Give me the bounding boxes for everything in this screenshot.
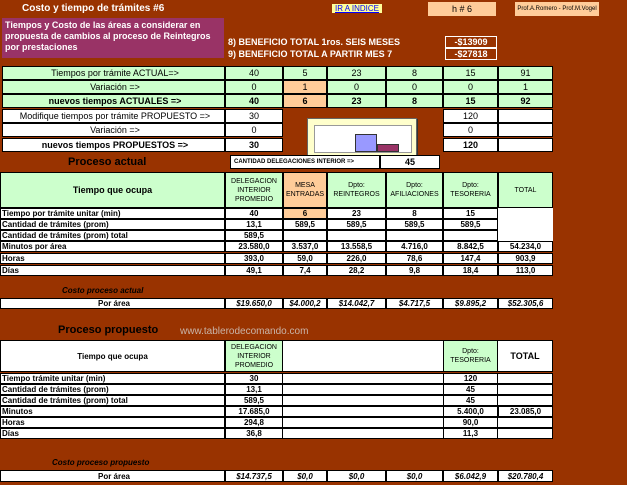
actual-cost-cell: $19.650,0 bbox=[225, 298, 283, 309]
actual-cell: 589,5 bbox=[225, 230, 283, 241]
chart-bar-2 bbox=[377, 144, 399, 152]
top-cell[interactable]: 0 bbox=[225, 80, 283, 94]
actual-cell: 6 bbox=[283, 208, 327, 219]
top-cell: 23 bbox=[327, 94, 386, 108]
actual-row-label: Cantidad de trámites (prom) total bbox=[0, 230, 225, 241]
proposed-cell-tes: 120 bbox=[443, 373, 498, 384]
proposed-cost-cell: $6.042,9 bbox=[443, 470, 498, 482]
actual-cell: 13,1 bbox=[225, 219, 283, 230]
proposed-cell-deleg: 13,1 bbox=[225, 384, 283, 395]
proposed-row-label: Cantidad de trámites (prom) total bbox=[0, 395, 225, 406]
proposed-cell-deleg: 30 bbox=[225, 373, 283, 384]
actual-row-label: Tiempo por trámite unitar (min) bbox=[0, 208, 225, 219]
actual-col-4: Dpto: TESORERIA bbox=[443, 172, 498, 208]
chart-thumbnail[interactable] bbox=[307, 118, 417, 160]
top-cell: 8 bbox=[386, 66, 443, 80]
actual-col-3: Dpto: AFILIACIONES bbox=[386, 172, 443, 208]
proposed-cell-deleg: 589,5 bbox=[225, 395, 283, 406]
top-cell: 40 bbox=[225, 66, 283, 80]
proposed-col-total: TOTAL bbox=[498, 340, 553, 372]
actual-cell: 589,5 bbox=[386, 219, 443, 230]
actual-cell: 7,4 bbox=[283, 265, 327, 276]
top-cell[interactable]: 0 bbox=[443, 123, 498, 137]
actual-cell bbox=[283, 230, 327, 241]
actual-cell bbox=[386, 230, 443, 241]
top-cell: 5 bbox=[283, 66, 327, 80]
proposed-cell-total bbox=[498, 428, 553, 439]
actual-cell: 113,0 bbox=[498, 265, 553, 276]
top-row-label: Modifique tiempos por trámite PROPUESTO => bbox=[2, 109, 225, 123]
actual-cost-title: Costo proceso actual bbox=[62, 286, 144, 295]
actual-cell: 13.558,5 bbox=[327, 241, 386, 252]
proposed-cell-gap bbox=[283, 406, 443, 417]
actual-cell bbox=[498, 219, 553, 230]
proposed-cost-cell: $0,0 bbox=[283, 470, 327, 482]
actual-cell: 18,4 bbox=[443, 265, 498, 276]
proposed-col-header: Tiempo que ocupa bbox=[0, 340, 225, 372]
proposed-cell-total: 23.085,0 bbox=[498, 406, 553, 417]
top-cell bbox=[498, 123, 553, 137]
actual-cost-label: Por área bbox=[0, 298, 225, 309]
proposed-cell-tes: 45 bbox=[443, 384, 498, 395]
actual-cost-cell: $9.895,2 bbox=[443, 298, 498, 309]
actual-cell: 589,5 bbox=[443, 219, 498, 230]
intro-text: Tiempos y Costo de las áreas a considerar en propuesta de cambios al proceso de Reintegros por prestaciones bbox=[2, 18, 224, 58]
top-cell[interactable]: 1 bbox=[498, 80, 553, 94]
actual-row-label: Horas bbox=[0, 253, 225, 264]
top-row-label: Variación => bbox=[2, 80, 225, 94]
top-cell: 15 bbox=[443, 94, 498, 108]
top-cell bbox=[498, 109, 553, 123]
proposed-cell-gap bbox=[283, 395, 443, 406]
proposed-cell-gap bbox=[283, 384, 443, 395]
actual-cell: 903,9 bbox=[498, 253, 553, 264]
chart-bar-1 bbox=[355, 134, 377, 152]
actual-col-5: TOTAL bbox=[498, 172, 553, 208]
top-cell: 23 bbox=[327, 66, 386, 80]
proposed-cell-total bbox=[498, 417, 553, 428]
top-cell: 40 bbox=[225, 94, 283, 108]
proposed-cost-label: Por área bbox=[0, 470, 225, 482]
proposed-row-label: Tiempo trámite unitar (min) bbox=[0, 373, 225, 384]
top-row-label: nuevos tiempos ACTUALES => bbox=[2, 94, 225, 108]
proposed-cell-tes: 90,0 bbox=[443, 417, 498, 428]
top-cell: 6 bbox=[283, 94, 327, 108]
actual-row-label: Días bbox=[0, 265, 225, 276]
top-cell: 8 bbox=[386, 94, 443, 108]
chart-bar-icon bbox=[314, 125, 412, 153]
top-row-label: nuevos tiempos PROPUESTOS => bbox=[2, 138, 225, 152]
actual-row-label: Minutos por área bbox=[0, 241, 225, 252]
proposed-row-label: Cantidad de trámites (prom) bbox=[0, 384, 225, 395]
actual-cell: 147,4 bbox=[443, 253, 498, 264]
proposed-cell-total bbox=[498, 395, 553, 406]
actual-cell: 28,2 bbox=[327, 265, 386, 276]
proposed-cell-gap bbox=[283, 428, 443, 439]
proposed-cell-total bbox=[498, 384, 553, 395]
actual-cell: 589,5 bbox=[327, 219, 386, 230]
proposed-cell-total bbox=[498, 373, 553, 384]
actual-cell: 49,1 bbox=[225, 265, 283, 276]
actual-col-header: Tiempo que ocupa bbox=[0, 172, 225, 208]
top-cell[interactable]: 0 bbox=[386, 80, 443, 94]
proposed-col-deleg: DELEGACION INTERIOR PROMEDIO bbox=[225, 340, 283, 372]
top-cell: 91 bbox=[498, 66, 553, 80]
actual-cell: 393,0 bbox=[225, 253, 283, 264]
top-cell[interactable]: 120 bbox=[443, 138, 498, 152]
actual-cell: 8.842,5 bbox=[443, 241, 498, 252]
actual-cell: 23 bbox=[327, 208, 386, 219]
actual-cell bbox=[443, 230, 498, 241]
proposed-cost-title: Costo proceso propuesto bbox=[52, 458, 150, 467]
top-cell: 15 bbox=[443, 66, 498, 80]
proposed-row-label: Horas bbox=[0, 417, 225, 428]
proposed-cell-gap bbox=[283, 373, 443, 384]
proposed-cell-deleg: 36,8 bbox=[225, 428, 283, 439]
top-cell[interactable]: 0 bbox=[443, 80, 498, 94]
actual-cost-cell: $52.305,6 bbox=[498, 298, 553, 309]
top-cell bbox=[498, 138, 553, 152]
sheet-number: h # 6 bbox=[428, 2, 496, 16]
actual-cost-cell: $4.717,5 bbox=[386, 298, 443, 309]
actual-col-0: DELEGACION INTERIOR PROMEDIO bbox=[225, 172, 283, 208]
cant-deleg-value: 45 bbox=[380, 155, 440, 169]
top-row-label: Variación => bbox=[2, 123, 225, 137]
index-link[interactable]: IR A INDICE bbox=[332, 4, 382, 13]
proposed-cell-tes: 45 bbox=[443, 395, 498, 406]
actual-cell: 15 bbox=[443, 208, 498, 219]
actual-cell: 23.580,0 bbox=[225, 241, 283, 252]
top-cell[interactable]: 0 bbox=[327, 80, 386, 94]
proposed-cost-cell: $0,0 bbox=[386, 470, 443, 482]
actual-cell: 59,0 bbox=[283, 253, 327, 264]
top-row-label: Tiempos por trámite ACTUAL=> bbox=[2, 66, 225, 80]
benefit-9-label: 9) BENEFICIO TOTAL A PARTIR MES 7 bbox=[228, 49, 393, 59]
proposed-cost-cell: $14.737,5 bbox=[225, 470, 283, 482]
actual-cell: 8 bbox=[386, 208, 443, 219]
proposed-cell-gap bbox=[283, 417, 443, 428]
actual-cell bbox=[498, 208, 553, 219]
benefit-9-value: -$27818 bbox=[445, 48, 497, 60]
top-cell[interactable]: 0 bbox=[225, 123, 283, 137]
proposed-cost-cell: $0,0 bbox=[327, 470, 386, 482]
proposed-row-label: Minutos bbox=[0, 406, 225, 417]
watermark: www.tablerodecomando.com bbox=[180, 326, 309, 337]
top-cell[interactable]: 30 bbox=[225, 109, 283, 123]
proposed-cell-deleg: 294,8 bbox=[225, 417, 283, 428]
actual-cell bbox=[327, 230, 386, 241]
cant-deleg-label: CANTIDAD DELEGACIONES INTERIOR => bbox=[230, 155, 380, 169]
top-cell: 92 bbox=[498, 94, 553, 108]
actual-col-1: MESA ENTRADAS bbox=[283, 172, 327, 208]
proposed-col-empty bbox=[283, 340, 443, 372]
actual-cell bbox=[498, 230, 553, 241]
actual-cost-cell: $4.000,2 bbox=[283, 298, 327, 309]
actual-row-label: Cantidad de trámites (prom) bbox=[0, 219, 225, 230]
top-cell[interactable]: 1 bbox=[283, 80, 327, 94]
actual-col-2: Dpto: REINTEGROS bbox=[327, 172, 386, 208]
sheet-title: Costo y tiempo de trámites #6 bbox=[22, 3, 165, 14]
proposed-cost-cell: $20.780,4 bbox=[498, 470, 553, 482]
actual-cell: 78,6 bbox=[386, 253, 443, 264]
actual-cell: 9,8 bbox=[386, 265, 443, 276]
proposed-row-label: Días bbox=[0, 428, 225, 439]
top-cell[interactable]: 120 bbox=[443, 109, 498, 123]
proposed-col-tes: Dpto: TESORERIA bbox=[443, 340, 498, 372]
authors-label: Prof.A.Romero - Prof.M.Vogel bbox=[515, 2, 599, 16]
proposed-title: Proceso propuesto bbox=[58, 324, 159, 336]
actual-cell: 4.716,0 bbox=[386, 241, 443, 252]
actual-cell: 40 bbox=[225, 208, 283, 219]
actual-cost-cell: $14.042,7 bbox=[327, 298, 386, 309]
actual-cell: 3.537,0 bbox=[283, 241, 327, 252]
benefit-8-value: -$13909 bbox=[445, 36, 497, 48]
benefit-8-label: 8) BENEFICIO TOTAL 1ros. SEIS MESES bbox=[228, 37, 401, 47]
actual-cell: 226,0 bbox=[327, 253, 386, 264]
proposed-cell-tes: 11,3 bbox=[443, 428, 498, 439]
actual-cell: 54.234,0 bbox=[498, 241, 553, 252]
top-cell[interactable]: 30 bbox=[225, 138, 283, 152]
actual-title: Proceso actual bbox=[68, 156, 147, 168]
actual-cell: 589,5 bbox=[283, 219, 327, 230]
proposed-cell-deleg: 17.685,0 bbox=[225, 406, 283, 417]
proposed-cell-tes: 5.400,0 bbox=[443, 406, 498, 417]
